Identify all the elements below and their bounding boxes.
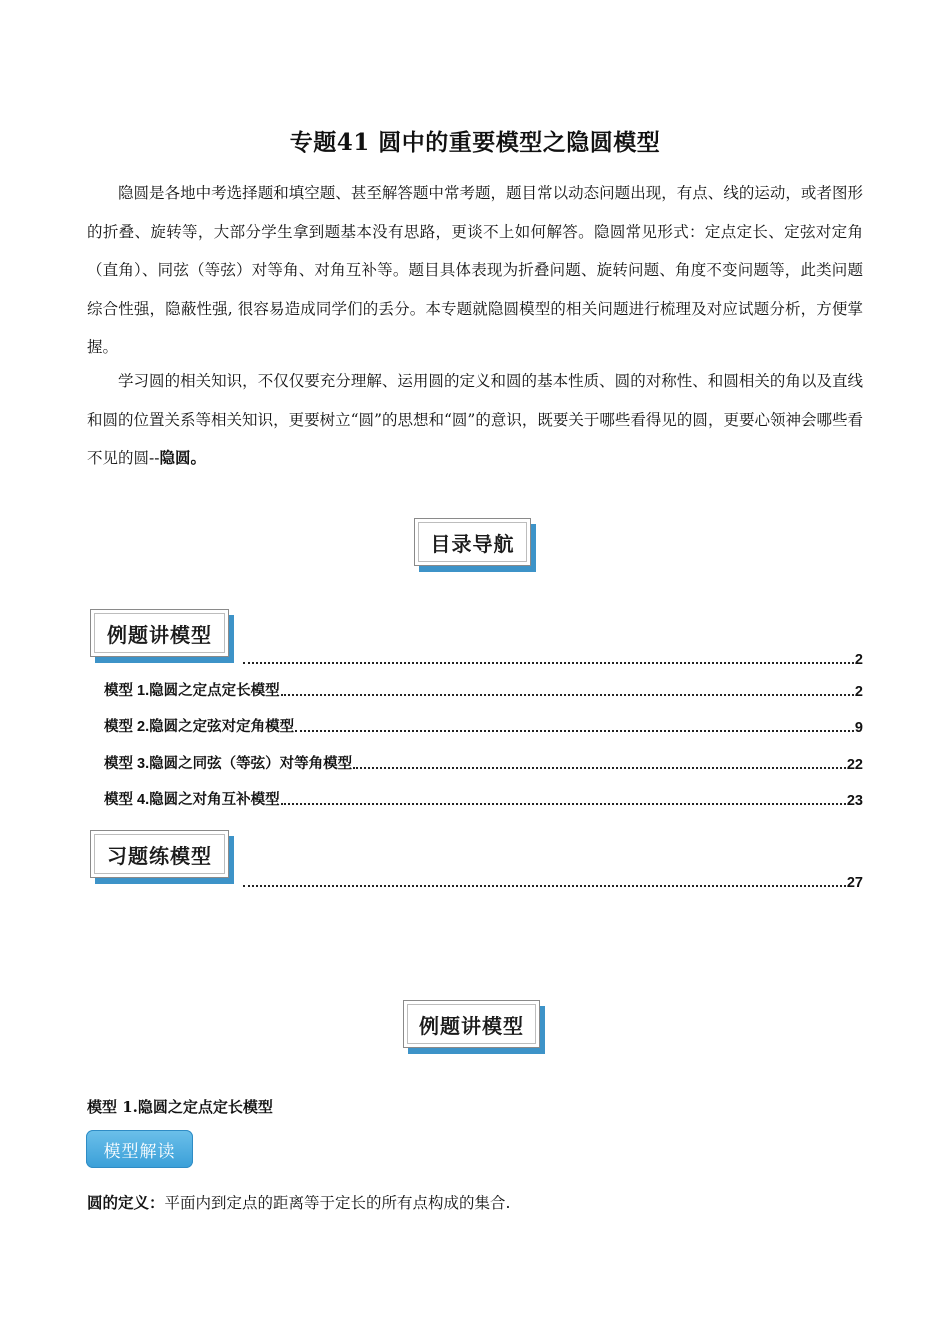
toc-page-number: 22 (846, 757, 863, 773)
toc-entry-label: 模型 3.隐圆之同弦（等弦）对等角模型 (104, 756, 353, 772)
examples-banner[interactable] (90, 609, 229, 657)
toc-entry-model-2[interactable] (104, 715, 863, 736)
intro-paragraph-2-text: 学习圆的相关知识，不仅仅要充分理解、运用圆的定义和圆的基本性质、圆的对称性、和圆相关的角以及直线和圆的位置关系等相关知识，更要树立“圆”的思想和“圆”的意识，既要关于哪些看得见的圆，更要心领神会哪些看不见的圆-- (87, 372, 863, 468)
model-interpretation-badge: 模型解读 (86, 1130, 193, 1168)
toc-entry-model-3[interactable] (104, 752, 863, 773)
definition-text: 平面内到定点的距离等于定长的所有点构成的集合. (164, 1194, 511, 1212)
toc-leader-dots (295, 729, 854, 732)
toc-leader-dots (353, 766, 846, 769)
toc-entry-model-1[interactable] (104, 679, 863, 700)
toc-entry-examples[interactable] (242, 652, 863, 668)
toc-page-number: 23 (846, 793, 863, 809)
practice-banner-label: 习题练模型 (94, 834, 225, 874)
intro-paragraph-1: 隐圆是各地中考选择题和填空题、甚至解答题中常考题，题目常以动态问题出现，有点、线的运动，或者图形的折叠、旋转等，大部分学生拿到题基本没有思路，更谈不上如何解答。隐圆常见形式：定点定长、定弦对定角（直角）、同弦（等弦）对等角、对角互补等。题目具体表现为折叠问题、旋转问题、角度不变问题等，此类问题综合性强，隐蔽性强, 很容易造成同学们的丢分。本专题就隐圆模型的相关问题进行梳理及对应试题分析，方便掌握。 (87, 184, 863, 357)
toc-leader-dots (281, 802, 846, 805)
circle-definition (87, 1191, 510, 1213)
intro-paragraph-2-bold: 隐圆。 (159, 448, 206, 468)
page-title: 专题41 圆中的重要模型之隐圆模型 (289, 129, 661, 156)
toc-page-number: 2 (854, 684, 863, 700)
toc-entry-label: 模型 4.隐圆之对角互补模型 (104, 792, 280, 808)
practice-banner[interactable] (90, 830, 229, 878)
toc-page-number: 2 (854, 652, 863, 668)
toc-nav-banner (414, 518, 531, 566)
examples-section-banner-label: 例题讲模型 (407, 1004, 536, 1044)
model-1-heading: 模型 1.隐圆之定点定长模型 (87, 1098, 273, 1116)
intro-paragraph-2 (87, 362, 863, 478)
toc-entry-practice[interactable] (242, 875, 863, 891)
toc-entry-label: 模型 1.隐圆之定点定长模型 (104, 683, 280, 699)
toc-nav-banner-label: 目录导航 (418, 522, 527, 562)
toc-leader-dots (243, 661, 854, 664)
toc-leader-dots (281, 693, 854, 696)
toc-entry-model-4[interactable] (104, 788, 863, 809)
toc-page-number: 9 (854, 720, 863, 736)
examples-banner-label: 例题讲模型 (94, 613, 225, 653)
definition-label: 圆的定义： (87, 1193, 165, 1212)
toc-page-number: 27 (846, 875, 863, 891)
toc-leader-dots (243, 884, 846, 887)
toc-entry-label: 模型 2.隐圆之定弦对定角模型 (104, 719, 295, 735)
examples-section-banner (403, 1000, 540, 1048)
